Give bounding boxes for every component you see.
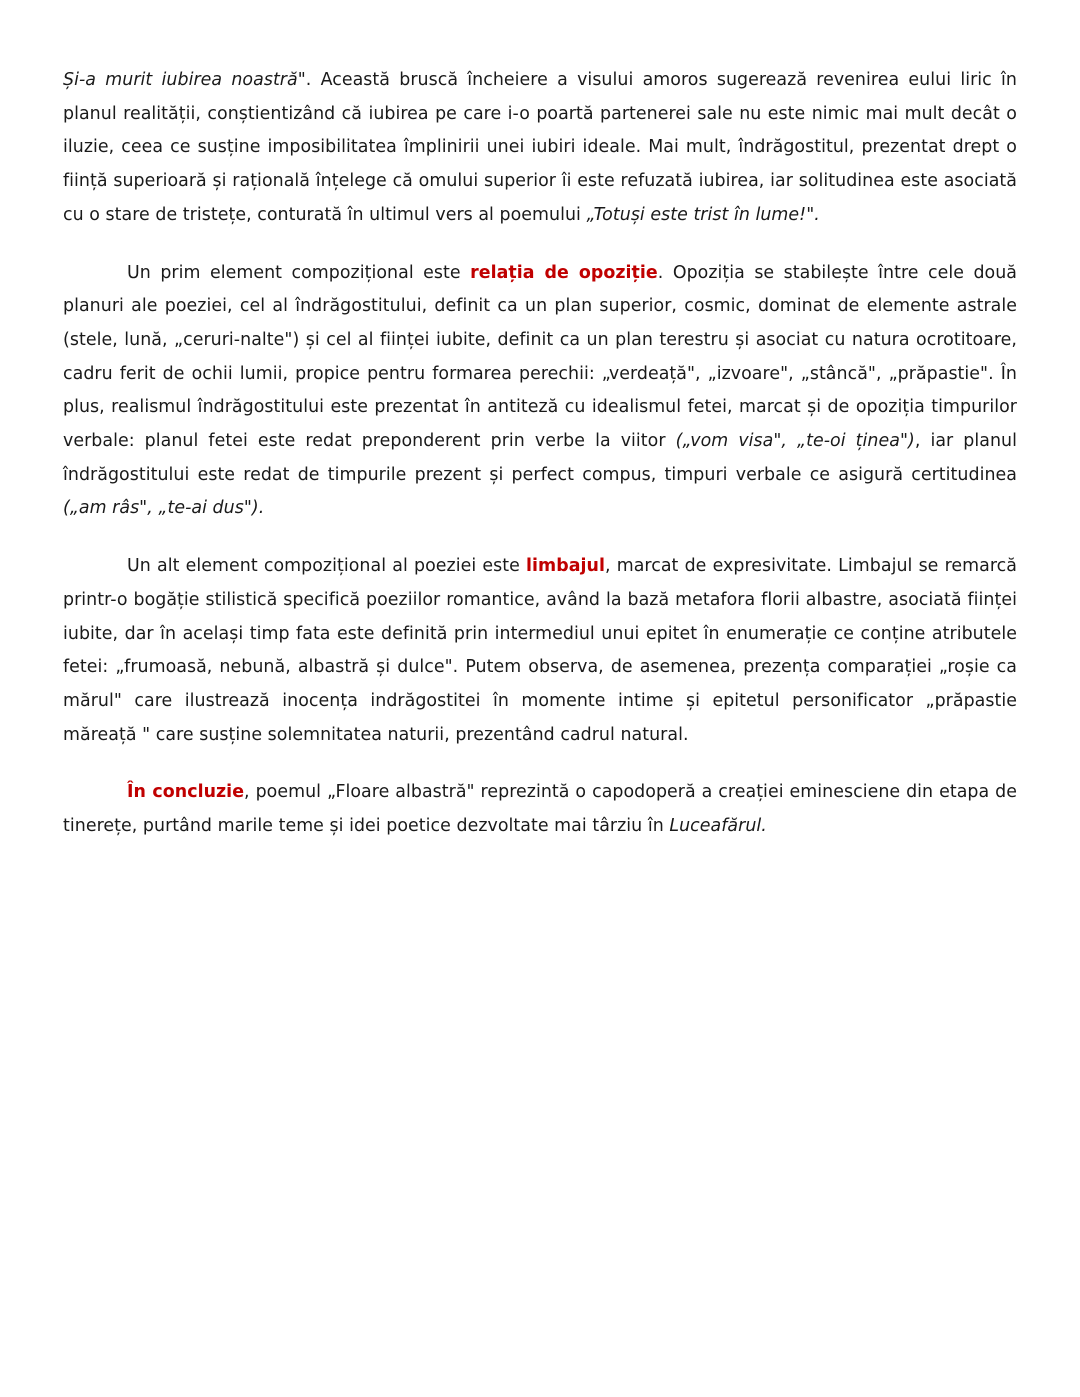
highlighted-term: relația de opoziție (470, 262, 658, 283)
document-page (63, 64, 1017, 844)
quote-text: („am râs", „te-ai dus"). (63, 498, 265, 519)
paragraph-conclusion (63, 776, 1017, 843)
body-text: , poemul „Floare albastră" reprezintă o capodoperă a creației eminesciene din etapa de tinerețe, purtând marile teme și idei poetice dezvoltate mai târziu în (63, 782, 1017, 837)
paragraph-opposition (63, 257, 1017, 527)
body-text: Un alt element compozițional al poeziei este (127, 556, 527, 577)
body-text: , marcat de expresivitate. Limbajul se remarcă printr-o bogăție stilistică specifică poeziilor romantice, având la bază metafora florii albastre, asociată ființei iubite, dar în același timp fata este definită prin intermediul unui epitet în enumerație ce conține atributele fetei: „frumoasă, nebună, albastră și dulce". Putem observa, de asemenea, prezența comparației „roșie ca mărul" care ilustrează inocența indrăgostitei în momente intime și epitetul personificator „prăpastie măreață " care susține solemnitatea naturii, prezentând cadrul natural. (63, 556, 1017, 745)
paragraph-language (63, 550, 1017, 752)
highlighted-term: limbajul (526, 556, 605, 577)
body-text: , iar planul îndrăgostitului este redat de timpurile prezent și perfect compus, timpuri verbale ce asigură certitudinea (63, 431, 1017, 485)
quote-text: Și-a murit iubirea noastră" (63, 70, 306, 90)
quote-text: Luceafărul. (669, 816, 767, 837)
paragraph-conclusion-of-dream (63, 64, 1017, 233)
quote-text: „Totuși este trist în lume!". (586, 204, 820, 225)
body-text: Un prim element compozițional este (127, 262, 471, 283)
quote-text: („vom visa", „te-oi ținea") (675, 431, 915, 452)
body-text: . Această bruscă încheiere a visului amoros sugerează revenirea eului liric în planul realității, conștientizând că iubirea pe care i-o poartă partenerei sale nu este nimic mai mult decât o iluzie, ceea ce susține imposibilitatea împlinirii unei iubiri ideale. Mai mult, îndrăgostitul, prezentat drept o ființă superioară și rațională înțelege că omului superior îi este refuzată iubirea, iar solitudinea este asociată cu o stare de tristețe, conturată în ultimul vers al poemului (63, 70, 1017, 225)
highlighted-term: În concluzie (127, 782, 245, 803)
body-text: . Opoziția se stabilește între cele două planuri ale poeziei, cel al îndrăgostitului, definit ca un plan superior, cosmic, dominat de elemente astrale (stele, lună, „ceruri-nalte") și cel al ființei iubite, definit ca un plan terestru și asociat cu natura ocrotitoare, cadru ferit de ochii lumii, propice pentru formarea perechii: „verdeață", „izvoare", „stâncă", „prăpastie". În plus, realismul îndrăgostitului este prezentat în antiteză cu idealismul fetei, marcat și de opoziția timpurilor verbale: planul fetei este redat preponderent prin verbe la viitor (63, 262, 1018, 452)
